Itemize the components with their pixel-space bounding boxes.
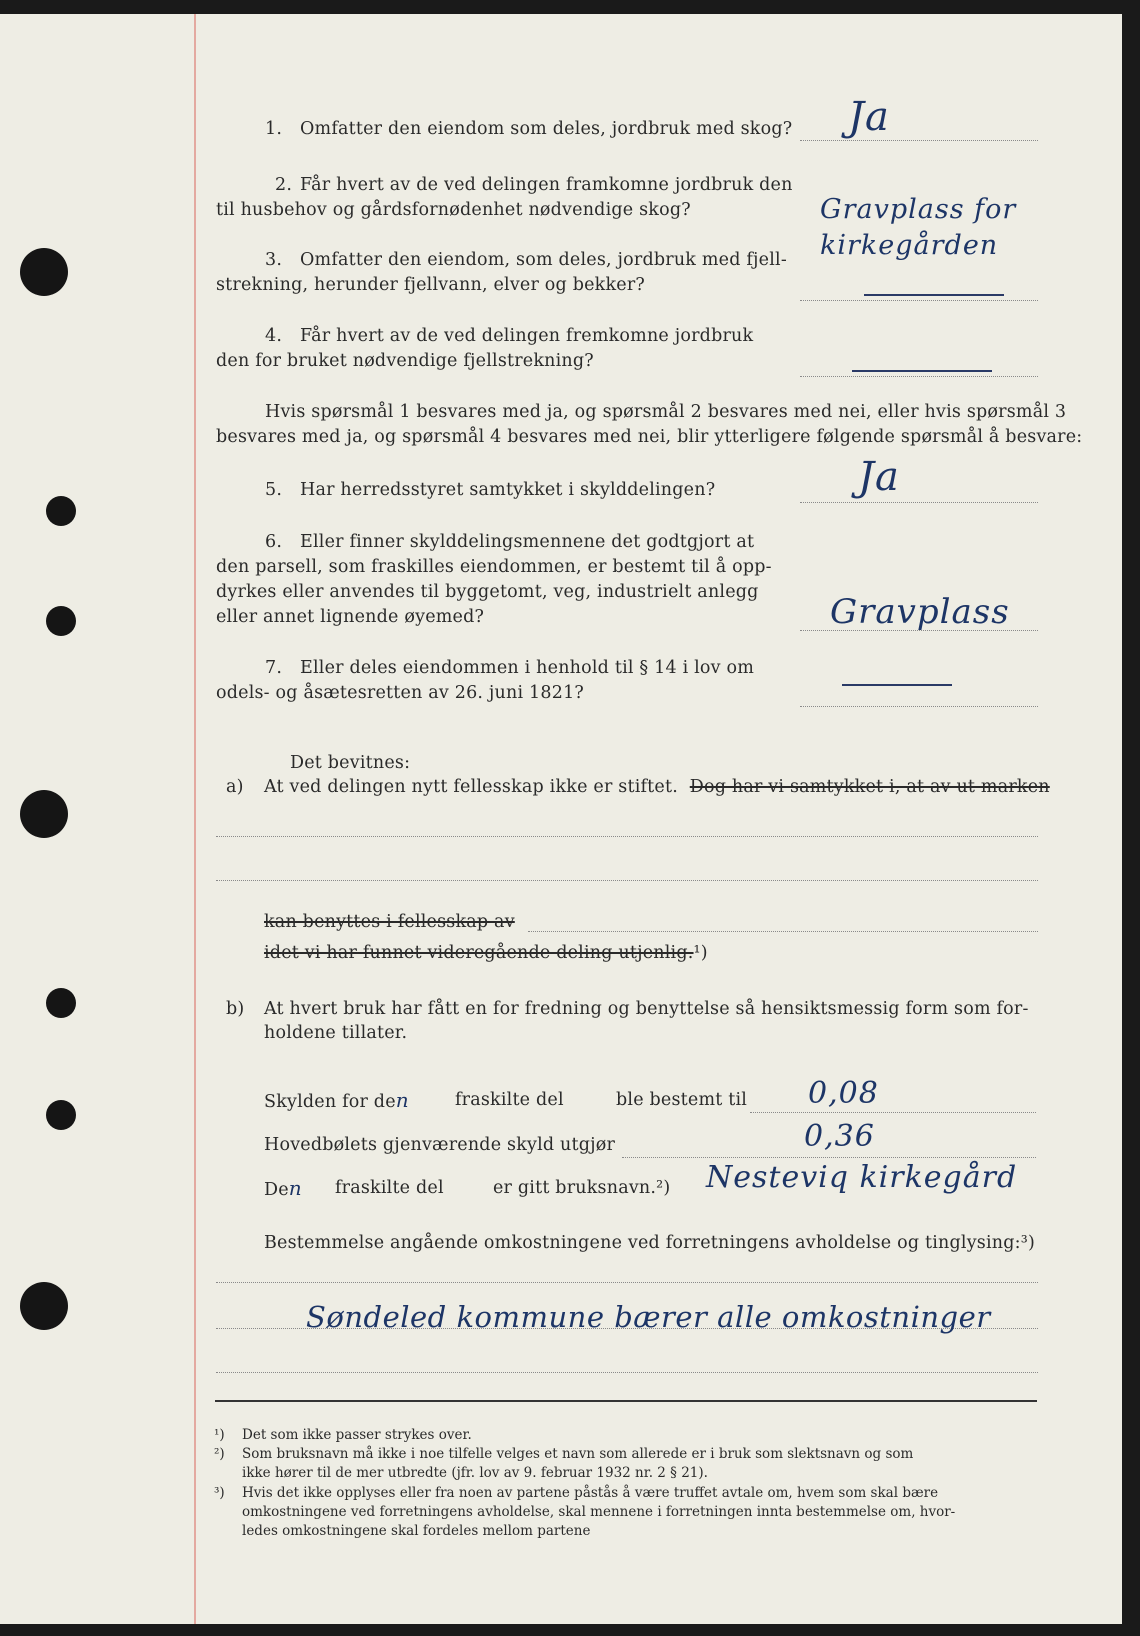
footnote-3-text: Hvis det ikke opplyses eller fra noen av partene påstås å være truffet avtale om, hvem som skal bære xyxy=(242,1485,939,1501)
footnote-3-text: ledes omkostningene skal fordeles mellom partene xyxy=(242,1523,591,1539)
question-6-text: dyrkes eller anvendes til byggetomt, veg, industrielt anlegg xyxy=(216,582,759,602)
answer-5-handwritten: Ja xyxy=(858,454,900,500)
question-2-text: Får hvert av de ved delingen framkomne jordbruk den xyxy=(300,175,793,195)
struck-line-2 xyxy=(264,941,708,966)
question-1-text: Omfatter den eiendom som deles, jordbruk med skog? xyxy=(300,119,793,139)
question-7-text: odels- og åsætesretten av 26. juni 1821? xyxy=(216,683,584,703)
answer-5-line xyxy=(800,502,1038,503)
hoved-line xyxy=(622,1157,1036,1158)
bestemmelse-value-handwritten: Søndeled kommune bærer alle omkostninger xyxy=(306,1300,991,1334)
answer-7-dash xyxy=(842,684,952,686)
question-7-number: 7. xyxy=(265,658,283,678)
question-6-text: Eller finner skylddelingsmennene det godtgjort at xyxy=(300,532,755,552)
blank-line xyxy=(528,931,1038,932)
answer-3-line xyxy=(800,300,1038,301)
answer-3-dash xyxy=(864,294,1004,296)
conditional-paragraph: Hvis spørsmål 1 besvares med ja, og spørsmål 2 besvares med nei, eller hvis spørsmål 3 xyxy=(265,402,1067,422)
navn-label-b: fraskilte del xyxy=(335,1178,444,1198)
punch-hole xyxy=(46,496,76,526)
certification-intro: Det bevitnes: xyxy=(290,753,411,773)
footnote-1-mark: ¹) xyxy=(214,1427,225,1443)
item-b-text: At hvert bruk har fått en for fredning og benyttelse så hensiktsmessig form som for- xyxy=(264,999,1029,1019)
footnote-2-text: ikke hører til de mer utbredte (jfr. lov av 9. februar 1932 nr. 2 § 21). xyxy=(242,1465,708,1481)
item-a-text xyxy=(264,775,1050,800)
answer-1-line xyxy=(800,140,1038,141)
question-1-number: 1. xyxy=(265,119,283,139)
navn-label-c: er gitt bruksnavn.²) xyxy=(493,1178,671,1198)
question-4-text: den for bruket nødvendige fjellstrekning? xyxy=(216,351,594,371)
footnote-3-mark: ³) xyxy=(214,1485,225,1501)
item-a-statement: At ved delingen nytt fellesskap ikke er stiftet. xyxy=(264,777,678,797)
red-margin-line xyxy=(194,14,196,1624)
question-6-text: eller annet lignende øyemed? xyxy=(216,607,485,627)
question-2-text: til husbehov og gårdsfornødenhet nødvendige skog? xyxy=(216,200,691,220)
bestemmelse-label: Bestemmelse angående omkostningene ved forretningens avholdelse og tinglysing:³) xyxy=(264,1233,1035,1253)
answer-6-handwritten: Gravplass xyxy=(830,592,1010,632)
skyld-label-a: Skylden for de xyxy=(264,1092,396,1112)
footnote-1-text: Det som ikke passer strykes over. xyxy=(242,1427,472,1443)
blank-line xyxy=(216,1372,1038,1373)
question-6-number: 6. xyxy=(265,532,283,552)
blank-line xyxy=(216,1282,1038,1283)
punch-hole xyxy=(20,790,68,838)
item-b-text: holdene tillater. xyxy=(264,1023,408,1043)
answer-1-handwritten: Ja xyxy=(848,94,890,140)
skyld-value-handwritten: 0,08 xyxy=(808,1076,879,1111)
question-3-number: 3. xyxy=(265,250,283,270)
skyld-label-b: fraskilte del xyxy=(455,1090,564,1110)
footnote-3-text: omkostningene ved forretningens avholdelse, skal mennene i forretningen innta bestemmelse om, hvor- xyxy=(242,1504,956,1520)
item-a-label: a) xyxy=(226,777,244,797)
struck-line-1: kan benyttes i fellesskap av xyxy=(264,912,515,932)
skyld-handwritten-suffix: n xyxy=(395,1088,410,1112)
navn-handwritten-suffix: n xyxy=(288,1176,303,1200)
question-5-number: 5. xyxy=(265,480,283,500)
footnote-divider xyxy=(215,1400,1037,1402)
question-3-text: strekning, herunder fjellvann, elver og bekker? xyxy=(216,275,645,295)
question-4-text: Får hvert av de ved delingen fremkomne jordbruk xyxy=(300,326,754,346)
skyld-label-c: ble bestemt til xyxy=(616,1090,748,1110)
answer-4-line xyxy=(800,376,1038,377)
blank-line xyxy=(216,836,1038,837)
question-6-text: den parsell, som fraskilles eiendommen, er bestemt til å opp- xyxy=(216,557,772,577)
question-3-text: Omfatter den eiendom, som deles, jordbruk med fjell- xyxy=(300,250,787,270)
answer-7-line xyxy=(800,706,1038,707)
question-4-number: 4. xyxy=(265,326,283,346)
question-2-number: 2. xyxy=(275,175,293,195)
footnote-2-mark: ²) xyxy=(214,1446,225,1462)
struck-line-2-text: idet vi har funnet videregående deling utjenlig. xyxy=(264,943,694,963)
punch-hole xyxy=(20,1282,68,1330)
navn-label-a: De xyxy=(264,1180,289,1200)
answer-4-dash xyxy=(852,370,992,372)
navn-value-handwritten: Nesteviq kirkegård xyxy=(706,1160,1018,1195)
skyld-label xyxy=(264,1088,410,1115)
punch-hole xyxy=(20,248,68,296)
footnote-2-text: Som bruksnavn må ikke i noe tilfelle velges et navn som allerede er i bruk som slektsnavn og som xyxy=(242,1446,914,1462)
question-7-text: Eller deles eiendommen i henhold til § 14 i lov om xyxy=(300,658,755,678)
item-a-struck-text: Dog har vi samtykket i, at av ut marken xyxy=(689,777,1050,797)
punch-hole xyxy=(46,988,76,1018)
answer-2-handwritten: Gravplass for kirkegården xyxy=(820,194,1017,261)
question-5-text: Har herredsstyret samtykket i skylddelingen? xyxy=(300,480,716,500)
item-b-label: b) xyxy=(226,999,245,1019)
navn-label xyxy=(264,1176,303,1203)
conditional-paragraph: besvares med ja, og spørsmål 4 besvares med nei, blir ytterligere følgende spørsmål å besvare: xyxy=(216,427,1083,447)
blank-line xyxy=(216,880,1038,881)
document-page xyxy=(0,14,1122,1624)
hoved-label: Hovedbølets gjenværende skyld utgjør xyxy=(264,1135,616,1155)
footnote-ref-1: ¹) xyxy=(693,943,708,963)
punch-hole xyxy=(46,606,76,636)
punch-hole xyxy=(46,1100,76,1130)
skyld-line xyxy=(750,1112,1036,1113)
hoved-value-handwritten: 0,36 xyxy=(804,1119,875,1154)
